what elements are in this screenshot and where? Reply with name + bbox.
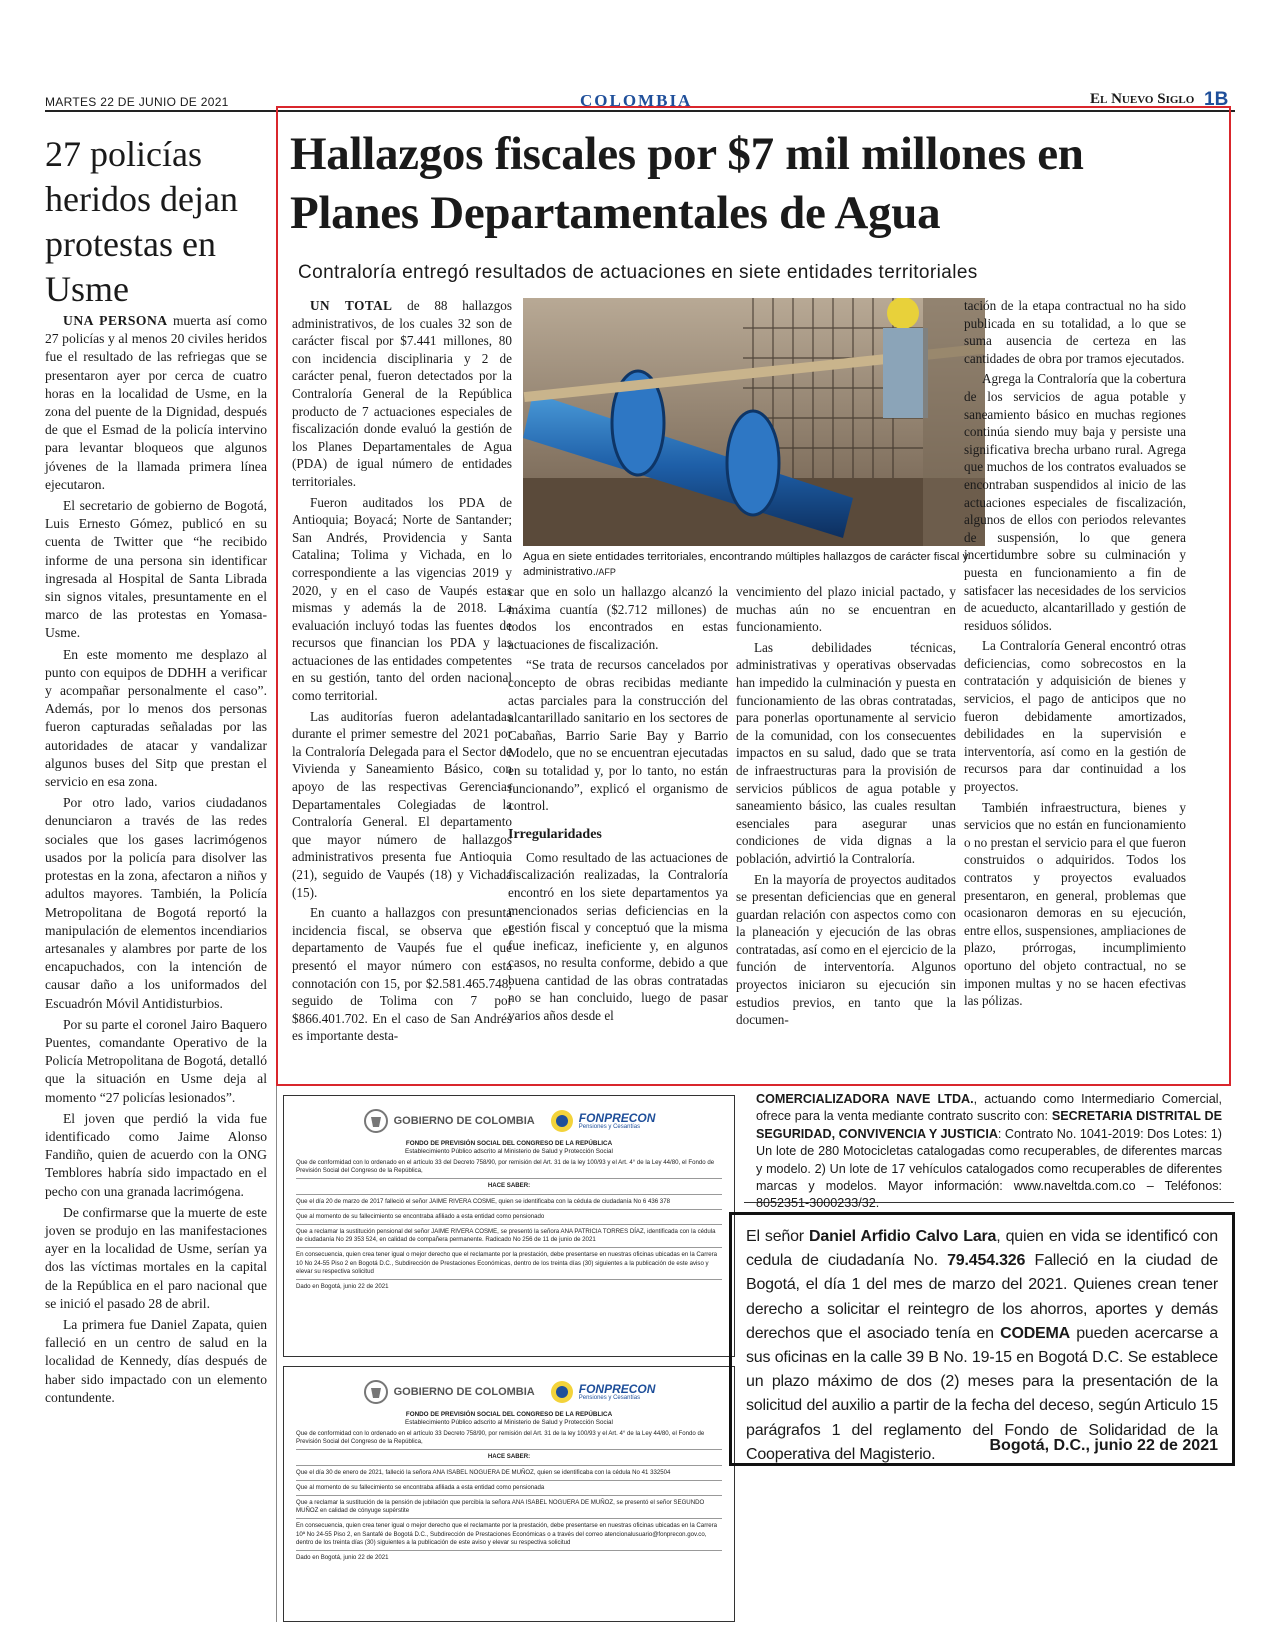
codema-notice-text bbox=[746, 1225, 1218, 1467]
lead-in: UNA PERSONA bbox=[63, 313, 168, 328]
notice-line: En consecuencia, quien crea tener igual o mejor derecho que el reclamante por la prestación, debe presentarse en nuestras oficinas ubicadas en la Carrera 10 No 24-55 Piso 2 en Bogotá D.C., Subdirección de Prestaciones Económicas, dentro de los treinta días (30) siguientes a la publicación de este aviso y elevar su respectiva solicitud bbox=[296, 1251, 718, 1275]
government-logo-text: GOBIERNO DE COLOMBIA bbox=[393, 1114, 535, 1127]
paragraph-text: muerta así como 27 policías y al menos 20 civiles heridos fue el resultado de las refriegas que se presentaron ayer por cerca de cuatro horas en la localidad de Usme, en la zona del puente de la Dignidad, después de que el Esmad de la policía intervino para levantar bloqueos que algunos jóvenes de la llamada primera línea ejecutaron. bbox=[45, 313, 267, 492]
nave-notice-text bbox=[756, 1091, 1222, 1213]
fonprecon-name: FONPRECON bbox=[578, 1111, 656, 1125]
main-paragraph: En la mayoría de proyectos auditados se presentan deficiencias que en general guardan relación con aspectos como con la planeación y ejecución de las obras contratadas, así como en el ejercicio de la función de interventoría. Algunos proyectos iniciaron su ejecución sin estudios previos, en tanto que la documen- bbox=[736, 871, 956, 1028]
codema-org: CODEMA bbox=[1000, 1324, 1071, 1342]
divider bbox=[296, 1194, 722, 1195]
main-paragraph: Las debilidades técnicas, administrativas y operativas observadas han impedido la culminación y puesta en funcionamiento de las obras contratadas, para ponerlas oportunamente al servicio de la comunidad, con los consecuentes impactos en su salud, dado que se trata de infraestructuras para la provisión de servicios públicos de agua potable y saneamiento básico, las cuales resultan esenciales para asegurar unas condiciones de vida dignas a la población, advirtió la Contraloría. bbox=[736, 639, 956, 866]
nave-sale-notice bbox=[744, 1089, 1234, 1211]
nave-text-2: : Contrato No. 1041-2019: Dos Lotes: 1) Un lote de 280 Motocicletas catalogadas como recuperables, de diferentes marcas y modelo. 2) Un lote de 17 vehículos catalogados como recuperables de diferentes marcas y modelos. Mayor información: www.naveltda.com.co – Teléfonos: 8052351-3000233/32. bbox=[756, 1126, 1222, 1211]
divider bbox=[296, 1209, 722, 1210]
main-subheadline: Contraloría entregó resultados de actuaciones en siete entidades territoriales bbox=[298, 262, 978, 283]
divider bbox=[296, 1480, 722, 1481]
fonprecon-emblem-icon bbox=[549, 1108, 575, 1134]
left-paragraph: El secretario de gobierno de Bogotá, Luis Ernesto Gómez, publicó en su cuenta de Twitter que “he recibido informe de una persona sin identificar ingresada al Hospital de Santa Librada sin signos vitales, presuntamente en el marco de las protestas en Yomasa-Usme. bbox=[45, 498, 267, 641]
notice-line: Que a reclamar la sustitución pensional del señor JAIME RIVERA COSME, se presentó la señora ANA PATRICIA TORRES DÍAZ, identificada con la cédula de ciudadanía No 29 353 524, en calidad de compañera permanente. Radicado No 256 de 11 de junio de 2021 bbox=[296, 1228, 716, 1244]
coat-of-arms-icon bbox=[363, 1379, 389, 1405]
main-column-2 bbox=[508, 583, 728, 1028]
newspaper-brand: El Nuevo Siglo bbox=[1090, 91, 1195, 107]
fonprecon-logo bbox=[549, 1108, 656, 1134]
caption-text: Agua en siete entidades territoriales, encontrando múltiples hallazgos de carácter fiscal y administrativo. bbox=[523, 551, 969, 578]
id-number: 79.454.326 bbox=[947, 1252, 1026, 1270]
main-paragraph: tación de la etapa contractual no ha sido publicada en su totalidad, a lo que se suma ausencia de certeza en las cantidades de obra por tramos ejecutados. bbox=[964, 298, 1186, 366]
left-story-body bbox=[45, 312, 267, 1410]
main-paragraph: “Se trata de recursos cancelados por concepto de obras recibidas mediante actas parciales para la construcción del alcantarillado sanitario en los sectores de Cabañas, Barrio Sarie Bay y Barrio Modelo, que no se encuentran ejecutadas en su totalidad y, por lo tanto, no están funcionando”, explicó el organismo de control. bbox=[508, 657, 728, 814]
notice-intro: Que de conformidad con lo ordenado en el artículo 33 Decreto 758/90, por remisión del Art. 31 de la ley 100/93 y el Art. 4° de la Ley 44/80, el Fondo de Previsión Social del Congreso de la República, bbox=[296, 1430, 705, 1446]
fonprecon-emblem-icon bbox=[549, 1379, 575, 1405]
notice-heading: FONDO DE PREVISIÓN SOCIAL DEL CONGRESO DE LA REPÚBLICA bbox=[405, 1411, 613, 1418]
government-logo bbox=[363, 1379, 535, 1405]
divider bbox=[296, 1279, 722, 1280]
fonprecon-tagline: Pensiones y Cesantías bbox=[578, 1395, 641, 1401]
photo-illustration bbox=[523, 298, 985, 546]
divider bbox=[296, 1224, 722, 1225]
notice-date: Dado en Bogotá, junio 22 de 2021 bbox=[296, 1283, 389, 1291]
main-column-4 bbox=[964, 297, 1186, 1013]
fonprecon-tagline: Pensiones y Cesantías bbox=[578, 1124, 641, 1130]
notice-line: Que al momento de su fallecimiento se encontraba afiliada a esta entidad como pensionada bbox=[296, 1483, 545, 1491]
left-paragraph: En este momento me desplazo al punto con equipos de DDHH a verificar y acompañar personalmente el caso”. Además, por lo menos dos personas fueron capturadas señaladas por las autoridades de atacar y vandalizar algunos buses del Sitp que prestan el servicio en esa zona. bbox=[45, 646, 267, 790]
main-paragraph: También infraestructura, bienes y servicios que no están en funcionamiento o no prestan el servicio para el que fueron construidos o adquiridos. Todos los contratos y proyectos evaluados presentaron, en general, problemas que ocasionaron demoras en su ejecución, entre ellos, suspensiones, ampliaciones de plazo, prórrogas, incumplimiento oportuno del objeto contractual, no se imponen multas y no se hacen efectivas las pólizas. bbox=[964, 799, 1186, 1009]
notice-heading: FONDO DE PREVISIÓN SOCIAL DEL CONGRESO DE LA REPÚBLICA bbox=[405, 1140, 613, 1147]
nave-entity: SECRETARIA DISTRITAL DE SEGURIDAD, CONVIVENCIA Y JUSTICIA bbox=[756, 1109, 1222, 1141]
logo-row bbox=[296, 1102, 722, 1140]
notice-subheading: Establecimiento Público adscrito al Ministerio de Salud y Protección Social bbox=[405, 1148, 613, 1155]
codema-sign-off: Bogotá, D.C., junio 22 de 2021 bbox=[989, 1437, 1218, 1454]
page-number: 1B bbox=[1204, 89, 1229, 110]
notice-line: Que el día 20 de marzo de 2017 falleció el señor JAIME RIVERA COSME, quien se identificaba con la cédula de ciudadanía No 6 436 378 bbox=[296, 1197, 670, 1205]
codema-notice bbox=[729, 1212, 1235, 1466]
main-paragraph: Fueron auditados los PDA de Antioquia; Boyacá; Norte de Santander; San Andrés, Providencia y Santa Catalina; Tolima y Vichada, en lo correspondiente a las vigencias 2019 y 2020, y en el caso de Vaupés estas mismas y además la de 2018. La evaluación incluyó todas las fuentes de recursos que financian los PDA y las actuaciones de las entidades competentes en su gestión, tanto del orden nacional como territorial. bbox=[292, 494, 512, 704]
left-paragraph: El joven que perdió la vida fue identificado como Jaime Alonso Fandiño, quien de acuerdo con la ONG Temblores habría sido impactado en el pecho con una granada lacrimógena. bbox=[45, 1110, 267, 1199]
main-paragraph: En cuanto a hallazgos con presunta incidencia fiscal, se observa que el departamento de Vaupés fue el que presentó el mayor número con esta connotación con 15, por $2.581.465.748; seguido de Tolima con 7 por $866.401.702. En el caso de San Andrés es importante desta- bbox=[292, 905, 512, 1044]
hace-saber: HACE SABER: bbox=[487, 1182, 531, 1190]
nave-company: COMERCIALIZADORA NAVE LTDA. bbox=[756, 1092, 974, 1106]
fonprecon-logo bbox=[549, 1379, 656, 1405]
government-logo bbox=[363, 1108, 535, 1134]
main-paragraph: Como resultado de las actuaciones de fiscalización realizadas, la Contraloría encontró en los siete departamentos ya mencionados serias deficiencias en la gestión fiscal y conceptuó que la misma fue ineficaz, ineficiente y, en algunos casos, no resulta conforme, debido a que buena cantidad de las obras contratadas no se han concluido, luego de pasar varios años desde el bbox=[508, 849, 728, 1024]
main-paragraph: car que en solo un hallazgo alcanzó la máxima cuantía ($2.712 millones) de todos los encontrados en estas actuaciones de fiscalización. bbox=[508, 584, 728, 652]
fonprecon-name: FONPRECON bbox=[578, 1382, 656, 1396]
left-paragraph bbox=[45, 312, 267, 494]
lead-in: UN TOTAL bbox=[310, 298, 393, 313]
main-paragraph: Las auditorías fueron adelantadas durante el primer semestre del 2021 por la Contraloría Delegada para el Sector de Vivienda y Saneamiento Básico, con apoyo de las respectivas Gerencias Departamentales Colegiadas de la Contraloría General. El departamento que mayor número de hallazgos administrativos presenta fue Antioquia (21), seguido de Vaupés (18) y Vichada (15). bbox=[292, 708, 512, 900]
notice-line: En consecuencia, quien crea tener igual o mejor derecho que el reclamante por la prestación, debe presentarse en nuestras oficinas ubicadas en la Carrera 10ª No 24-55 Piso 2, en Santafé de Bogotá D.C., Subdirección de Prestaciones Económicas o a través del correo atencionalusuario@fonprecon.gov.co, dentro de los treinta días (30) siguientes a la publicación de este aviso y elevar su respectiva solicitud bbox=[296, 1522, 718, 1546]
left-paragraph: De confirmarse que la muerte de este joven se produjo en las manifestaciones ayer en la localidad de Usme, serían ya dos las víctimas mortales en la capital de la República en el paro nacional que se inició el pasado 28 de abril. bbox=[45, 1204, 267, 1311]
subheading: Irregularidades bbox=[508, 826, 602, 842]
divider bbox=[296, 1550, 722, 1551]
notice-subheading: Establecimiento Público adscrito al Ministerio de Salud y Protección Social bbox=[405, 1419, 613, 1426]
notice-line: Que a reclamar la sustitución de la pensión de jubilación que percibía la señora ANA ISABEL NOGUERA DE MUÑOZ, se presentó el señor SEGUNDO MUÑOZ en calidad de cónyuge supérstite bbox=[296, 1499, 705, 1515]
codema-text-4: pueden acercarse a sus oficinas en la calle 39 B No. 19-15 en Bogotá D.C. Se establece un plazo máximo de dos (2) meses para la presentación de la solicitud del auxilio a partir de la fecha del deceso, según Articulo 15 parágrafos 1 del reglamento del Fondo de Solidaridad de la Cooperativa del Magisterio. bbox=[746, 1324, 1218, 1463]
deceased-name: Daniel Arfidio Calvo Lara bbox=[809, 1228, 997, 1245]
notice-line: Que al momento de su fallecimiento se encontraba afiliado a esta entidad como pensionado bbox=[296, 1212, 545, 1220]
photo-caption bbox=[523, 550, 978, 580]
main-paragraph bbox=[292, 297, 512, 491]
notice-line: Que el día 30 de enero de 2021, falleció la señora ANA ISABEL NOGUERA DE MUÑOZ, quien se identificaba con la cédula No 41 332504 bbox=[296, 1468, 671, 1476]
hace-saber: HACE SABER: bbox=[487, 1453, 531, 1461]
fonprecon-notice-1 bbox=[283, 1095, 735, 1357]
divider bbox=[296, 1465, 722, 1466]
section-label: COLOMBIA bbox=[580, 91, 693, 110]
codema-text-3: Falleció en la ciudad de Bogotá, el día 1 del mes de marzo del 2021. Quienes crean tener derecho a solicitar el reintegro de los ahorros, aportes y demás derechos que el asociado tenía en bbox=[746, 1252, 1218, 1342]
paragraph-text: de 88 hallazgos administrativos, de los cuales 32 son de carácter fiscal por $7.441 millones, 80 con incidencia disciplinaria y 2 de carácter penal, fueron detectados por la Contraloría General de la República producto de 7 actuaciones especiales de fiscalización donde evaluó la gestión de los Planes Departamentales de Agua (PDA) de igual número de entidades territoriales. bbox=[292, 298, 513, 489]
left-paragraph: Por su parte el coronel Jairo Baquero Puentes, comandante Operativo de la Policía Metropolitana de Bogotá, detalló que la situación en Usme deja al momento “27 policías lesionados”. bbox=[45, 1016, 267, 1105]
codema-text-2: , quien en vida se identificó con cedula de ciudadanía No. bbox=[746, 1228, 1218, 1270]
fonprecon-notice-2 bbox=[283, 1366, 735, 1622]
coat-of-arms-icon bbox=[363, 1108, 389, 1134]
main-column-1 bbox=[292, 297, 512, 1048]
pipeline-photo bbox=[523, 298, 985, 546]
main-headline: Hallazgos fiscales por $7 mil millones en Planes Departamentales de Agua bbox=[290, 128, 1084, 239]
left-story-title: 27 policías heridos dejan protestas en Usme bbox=[45, 134, 238, 309]
main-paragraph: Agrega la Contraloría que la cobertura de los servicios de agua potable y saneamiento básico en muchas regiones continúa siendo muy baja y persiste una significativa brecha urbano rural. Agrega que muchos de los contratos evaluados se encontraban suspendidos al inicio de las actuaciones especiales de fiscalización, algunos de ellos con periodos relevantes de suspensión, lo que genera incertidumbre sobre su culminación y puesta en funcionamiento a fin de satisfacer las necesidades de los servicios de acueducto, alcantarillado y gestión de residuos sólidos. bbox=[964, 371, 1186, 633]
issue-date: MARTES 22 DE JUNIO DE 2021 bbox=[45, 95, 229, 109]
divider bbox=[296, 1449, 722, 1450]
codema-text-1: El señor bbox=[746, 1228, 810, 1245]
main-column-3 bbox=[736, 583, 956, 1032]
main-paragraph: La Contraloría General encontró otras deficiencias, como sobrecostos en la contratación y adquisición de bienes y servicios, el pago de anticipos que no fueron debidamente amortizados, debilidades en la supervisión e interventoría, así como en la gestión de recursos para dar continuidad a los proyectos. bbox=[964, 638, 1186, 795]
divider bbox=[296, 1518, 722, 1519]
government-logo-text: GOBIERNO DE COLOMBIA bbox=[393, 1385, 535, 1398]
left-paragraph: Por otro lado, varios ciudadanos denunciaron a través de las redes sociales que los gases lacrimógenos usados por la policía para disolver las protestas en la zona, afectaron a niños y adultos mayores. También, la Policía Metropolitana de Bogotá reportó la manipulación de elementos incendiarios artesanales y alambres por parte de los encapuchados, con la intención de causar daño a los uniformados del Escuadrón Móvil Antidisturbios. bbox=[45, 795, 267, 1011]
divider bbox=[296, 1495, 722, 1496]
notice-intro: Que de conformidad con lo ordenado en el artículo 33 del Decreto 758/90, por remisión del Art. 31 de la ley 100/93 y el Art. 4° de la Ley 44/80, el Fondo de Previsión Social del Congreso de la República, bbox=[296, 1159, 715, 1175]
divider bbox=[296, 1178, 722, 1179]
logo-row bbox=[296, 1373, 722, 1411]
photo-credit: /AFP bbox=[595, 567, 616, 577]
notice-date: Dado en Bogotá, junio 22 de 2021 bbox=[296, 1554, 389, 1562]
divider bbox=[296, 1247, 722, 1248]
main-paragraph: vencimiento del plazo inicial pactado, y muchas aún no se encuentran en funcionamiento. bbox=[736, 584, 956, 635]
left-paragraph: La primera fue Daniel Zapata, quien falleció en un centro de salud en la localidad de Kennedy, días después de haber sido impactado con un elemento contundente. bbox=[45, 1316, 267, 1405]
nave-text-1: , actuando como Intermediario Comercial, ofrece para la venta mediante contrato suscrito con: bbox=[756, 1092, 1222, 1124]
